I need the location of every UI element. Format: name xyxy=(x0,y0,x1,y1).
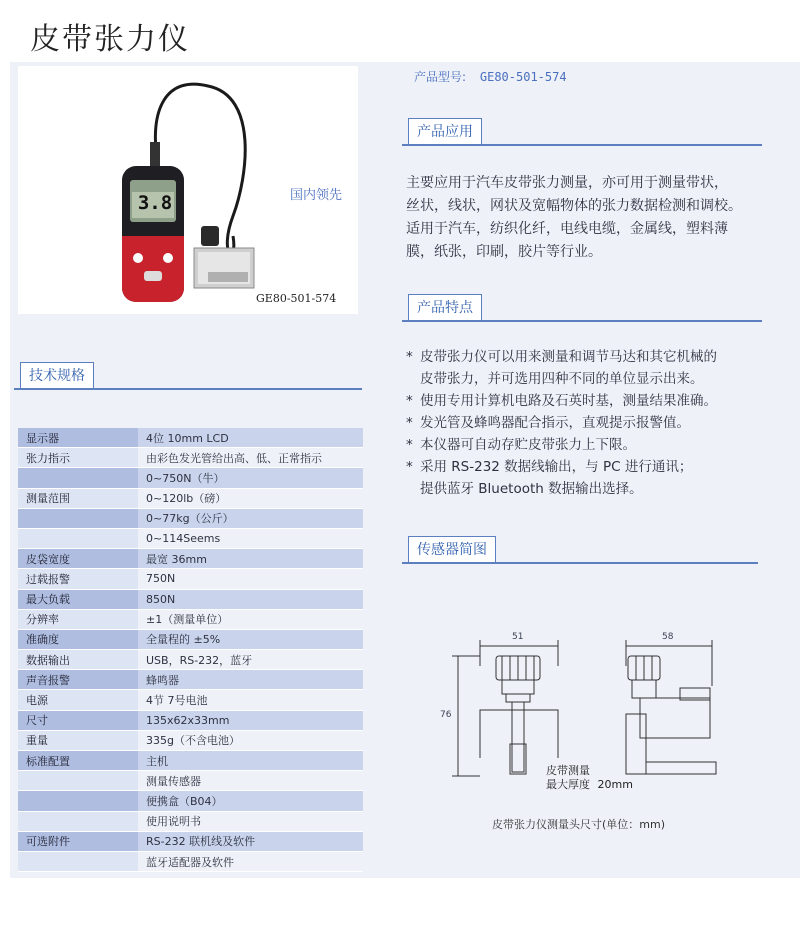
feature-text: 采用 RS-232 数据线输出，与 PC 进行通讯； xyxy=(420,459,693,475)
spec-row xyxy=(18,609,363,629)
model-label: 产品型号: xyxy=(414,70,467,84)
spec-row xyxy=(18,468,363,488)
feature-text: 本仪器可自动存贮皮带张力上下限。 xyxy=(420,437,636,453)
spec-key xyxy=(18,811,138,831)
spec-value: 使用说明书 xyxy=(138,811,363,831)
spec-value: 750N xyxy=(138,569,363,589)
spec-key xyxy=(18,791,138,811)
spec-value: 135x62x33mm xyxy=(138,710,363,730)
spec-row xyxy=(18,730,363,750)
spec-value: 0~750N（牛） xyxy=(138,468,363,488)
spec-key: 过载报警 xyxy=(18,569,138,589)
feature-text: 皮带张力，并可选用四种不同的单位显示出来。 xyxy=(420,371,704,387)
spec-key xyxy=(18,508,138,528)
spec-key: 分辨率 xyxy=(18,609,138,629)
spec-row xyxy=(18,589,363,609)
application-heading: 产品应用 xyxy=(408,118,482,145)
device-display-reading: 3.8 xyxy=(137,192,173,214)
spec-row xyxy=(18,811,363,831)
feature-item: * 本仪器可自动存贮皮带张力上下限。 xyxy=(406,434,766,456)
spec-key: 电源 xyxy=(18,690,138,710)
model-caption: GE80-501-574 xyxy=(256,292,337,305)
spec-value: 4位 10mm LCD xyxy=(138,428,363,448)
page-title: 皮带张力仪 xyxy=(30,22,190,57)
spec-value: ±1（测量单位） xyxy=(138,609,363,629)
spec-row xyxy=(18,569,363,589)
spec-key xyxy=(18,468,138,488)
spec-value: 0~114Seems xyxy=(138,528,363,548)
spec-key: 张力指示 xyxy=(18,448,138,468)
spec-key: 数据输出 xyxy=(18,650,138,670)
dim-height: 76 xyxy=(440,710,452,720)
spec-value: 蜂鸣器 xyxy=(138,670,363,690)
spec-value: USB，RS-232，蓝牙 xyxy=(138,650,363,670)
application-line: 丝状，线状，网状及宽幅物体的张力数据检测和调校。 xyxy=(406,198,742,214)
spec-key: 重量 xyxy=(18,730,138,750)
sensor-caption: 皮带张力仪测量头尺寸(单位：mm) xyxy=(492,818,666,831)
application-line: 主要应用于汽车皮带张力测量，亦可用于测量带状， xyxy=(406,175,728,191)
spec-row xyxy=(18,549,363,569)
spec-row xyxy=(18,528,363,548)
spec-row xyxy=(18,508,363,528)
sensor-heading: 传感器简图 xyxy=(408,536,496,563)
spec-value: 蓝牙适配器及软件 xyxy=(138,851,363,871)
spec-key: 标准配置 xyxy=(18,751,138,771)
spec-key: 可选附件 xyxy=(18,831,138,851)
sensor-note-line1: 皮带测量 xyxy=(546,764,590,777)
feature-text: 提供蓝牙 Bluetooth 数据输出选择。 xyxy=(420,481,643,497)
specs-heading: 技术规格 xyxy=(20,362,94,389)
feature-text: 皮带张力仪可以用来测量和调节马达和其它机械的 xyxy=(420,349,717,365)
spec-value: RS-232 联机线及软件 xyxy=(138,831,363,851)
features-heading: 产品特点 xyxy=(408,294,482,321)
spec-row xyxy=(18,670,363,690)
model-line xyxy=(414,68,567,85)
spec-value: 测量传感器 xyxy=(138,771,363,791)
spec-row xyxy=(18,710,363,730)
spec-key xyxy=(18,851,138,871)
spec-row xyxy=(18,650,363,670)
sensor-diagram xyxy=(440,626,740,796)
spec-row xyxy=(18,629,363,649)
spec-row xyxy=(18,428,363,448)
spec-value: 850N xyxy=(138,589,363,609)
sensor-note-line2: 最大厚度 xyxy=(546,778,590,791)
spec-value: 0~77kg（公斤） xyxy=(138,508,363,528)
spec-key: 皮袋宽度 xyxy=(18,549,138,569)
sensor-note xyxy=(546,764,633,792)
spec-row xyxy=(18,831,363,851)
dim-width-right: 58 xyxy=(662,632,674,642)
features-header xyxy=(402,294,762,322)
application-header xyxy=(402,118,762,146)
spec-key: 尺寸 xyxy=(18,710,138,730)
specs-header xyxy=(14,362,362,390)
spec-value: 由彩色发光管给出高、低、正常指示 xyxy=(138,448,363,468)
sensor-note-thickness: 20mm xyxy=(597,778,633,791)
spec-value: 335g（不含电池） xyxy=(138,730,363,750)
feature-item: * 皮带张力仪可以用来测量和调节马达和其它机械的 皮带张力，并可选用四种不同的单位显示出来。 xyxy=(406,346,766,390)
spec-row xyxy=(18,488,363,508)
specs-table xyxy=(18,428,363,872)
spec-row xyxy=(18,851,363,871)
spec-value: 主机 xyxy=(138,751,363,771)
spec-key xyxy=(18,528,138,548)
spec-row xyxy=(18,448,363,468)
features-list xyxy=(406,346,766,500)
feature-item: * 发光管及蜂鸣器配合指示，直观提示报警值。 xyxy=(406,412,766,434)
spec-key: 显示器 xyxy=(18,428,138,448)
spec-row xyxy=(18,690,363,710)
spec-value: 0~120lb（磅） xyxy=(138,488,363,508)
spec-row xyxy=(18,771,363,791)
spec-value: 全量程的 ±5% xyxy=(138,629,363,649)
feature-item: * 采用 RS-232 数据线输出，与 PC 进行通讯； 提供蓝牙 Bluetooth 数据输出选择。 xyxy=(406,456,766,500)
spec-key xyxy=(18,771,138,791)
sensor-header xyxy=(402,536,758,564)
spec-value: 最宽 36mm xyxy=(138,549,363,569)
spec-value: 4节 7号电池 xyxy=(138,690,363,710)
application-line: 膜，纸张，印刷，胶片等行业。 xyxy=(406,244,602,260)
feature-text: 发光管及蜂鸣器配合指示，直观提示报警值。 xyxy=(420,415,690,431)
spec-row xyxy=(18,791,363,811)
dim-width-left: 51 xyxy=(512,632,524,642)
spec-key: 声音报警 xyxy=(18,670,138,690)
spec-key: 最大负载 xyxy=(18,589,138,609)
feature-text: 使用专用计算机电路及石英时基，测量结果准确。 xyxy=(420,393,717,409)
product-photo xyxy=(18,66,358,314)
model-value: GE80-501-574 xyxy=(479,70,567,84)
feature-item: * 使用专用计算机电路及石英时基，测量结果准确。 xyxy=(406,390,766,412)
application-text xyxy=(406,172,766,264)
spec-key: 准确度 xyxy=(18,629,138,649)
spec-row xyxy=(18,751,363,771)
spec-value: 便携盒（B04） xyxy=(138,791,363,811)
application-line: 适用于汽车，纺织化纤，电线电缆，金属线，塑料薄 xyxy=(406,221,728,237)
brand-caption: 国内领先 xyxy=(290,188,343,203)
spec-key: 测量范围 xyxy=(18,488,138,508)
